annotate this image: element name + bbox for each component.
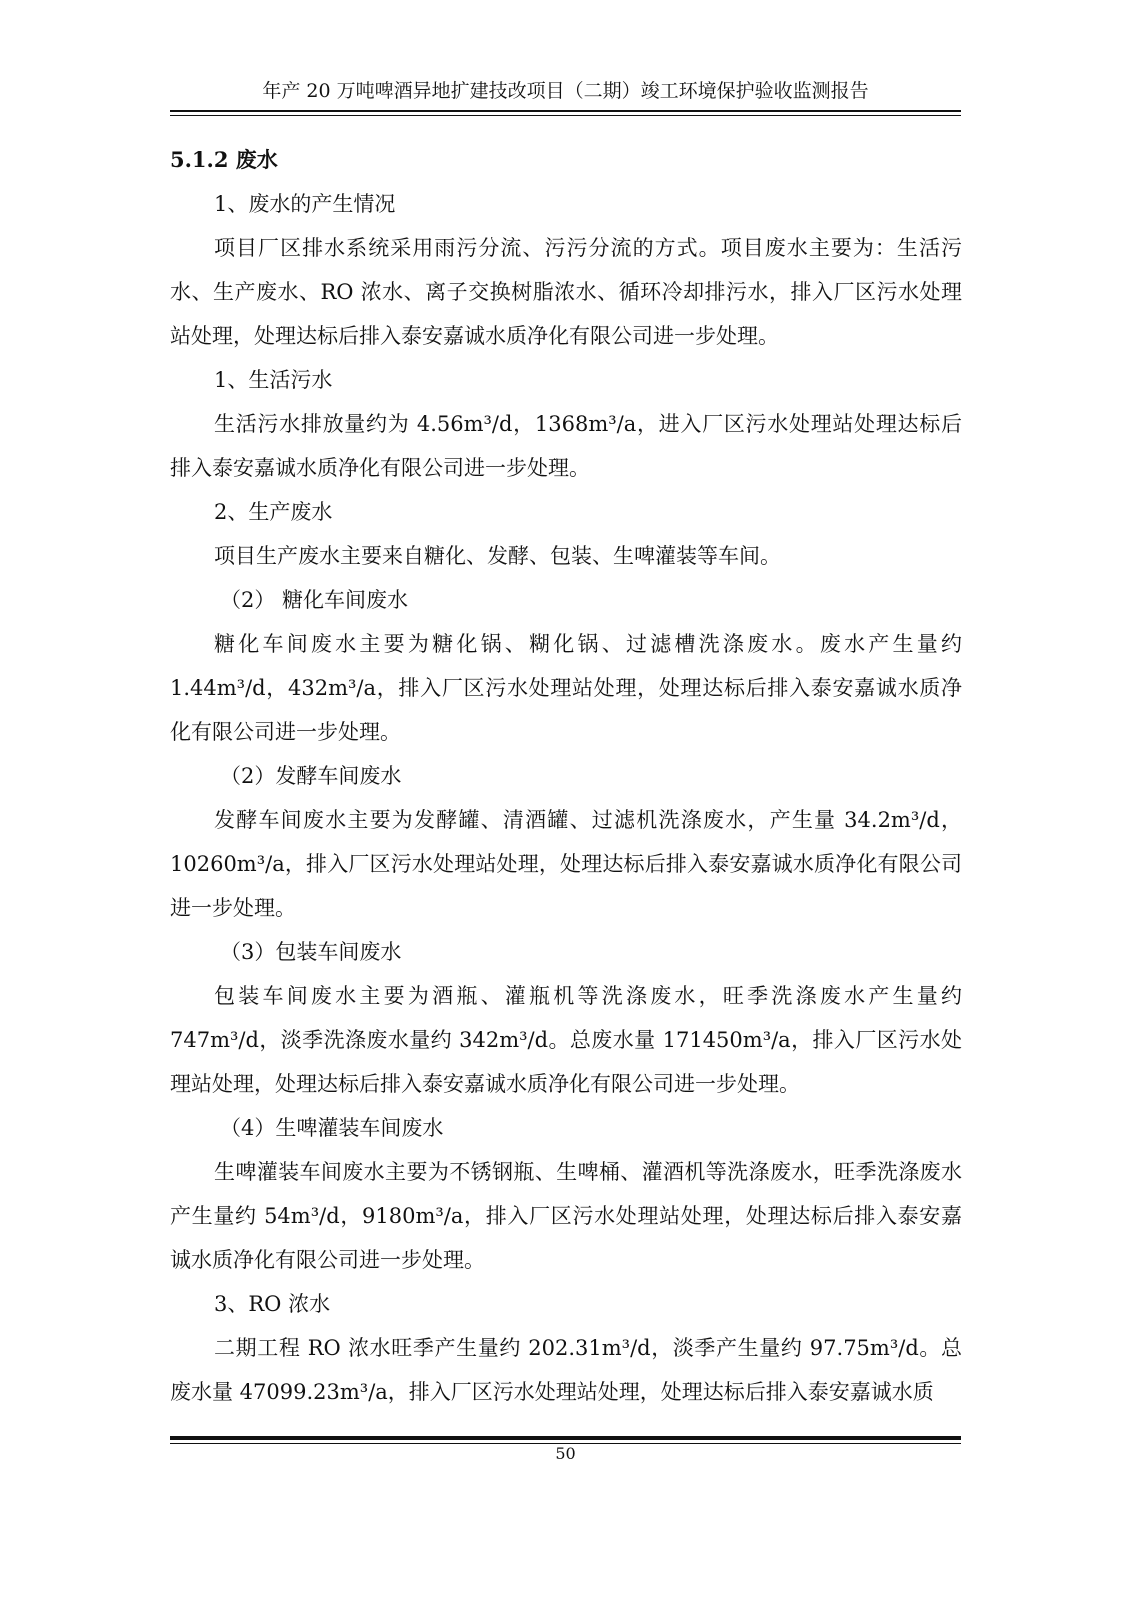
subheading: 2、生产废水 xyxy=(214,500,333,524)
section-heading: 5.1.2 废水 xyxy=(170,147,278,172)
paragraph: 生啤灌装车间废水主要为不锈钢瓶、生啤桶、灌酒机等洗涤废水，旺季洗涤废水产生量约 54m³/d，9180m³/a，排入厂区污水处理站处理，处理达标后排入泰安嘉诚水质净化有限公司进一步处理。 xyxy=(170,1160,962,1272)
page-number: 50 xyxy=(555,1444,576,1463)
footer-rule xyxy=(170,1436,961,1444)
paragraph: 糖化车间废水主要为糖化锅、糊化锅、过滤槽洗涤废水。废水产生量约 1.44m³/d，432m³/a，排入厂区污水处理站处理，处理达标后排入泰安嘉诚水质净化有限公司进一步处理。 xyxy=(170,632,962,744)
paragraph: 项目生产废水主要来自糖化、发酵、包装、生啤灌装等车间。 xyxy=(214,544,781,568)
page-header-title: 年产 20 万吨啤酒异地扩建技改项目（二期）竣工环境保护验收监测报告 xyxy=(262,80,869,102)
paragraph: 包装车间废水主要为酒瓶、灌瓶机等洗涤废水，旺季洗涤废水产生量约 747m³/d，淡季洗涤废水量约 342m³/d。总废水量 171450m³/a，排入厂区污水处理站处理，处理达标后排入泰安嘉诚水质净化有限公司进一步处理。 xyxy=(170,984,962,1096)
paragraph: 发酵车间废水主要为发酵罐、清酒罐、过滤机洗涤废水，产生量 34.2m³/d，10260m³/a，排入厂区污水处理站处理，处理达标后排入泰安嘉诚水质净化有限公司进一步处理。 xyxy=(170,808,962,920)
subheading: 1、废水的产生情况 xyxy=(214,192,396,216)
sub-subheading: （2） 糖化车间废水 xyxy=(220,588,409,612)
subheading: 3、RO 浓水 xyxy=(214,1292,331,1316)
sub-subheading: （2）发酵车间废水 xyxy=(220,764,402,788)
header-rule xyxy=(170,110,961,116)
paragraph: 二期工程 RO 浓水旺季产生量约 202.31m³/d，淡季产生量约 97.75m³/d。总废水量 47099.23m³/a，排入厂区污水处理站处理，处理达标后排入泰安嘉诚水质 xyxy=(170,1336,962,1404)
body-content xyxy=(170,138,962,1414)
sub-subheading: （3）包装车间废水 xyxy=(220,940,402,964)
paragraph: 项目厂区排水系统采用雨污分流、污污分流的方式。项目废水主要为：生活污水、生产废水、RO 浓水、离子交换树脂浓水、循环冷却排污水，排入厂区污水处理站处理，处理达标后排入泰安嘉诚水质净化有限公司进一步处理。 xyxy=(170,236,962,348)
paragraph: 生活污水排放量约为 4.56m³/d，1368m³/a，进入厂区污水处理站处理达标后排入泰安嘉诚水质净化有限公司进一步处理。 xyxy=(170,412,962,480)
subheading: 1、生活污水 xyxy=(214,368,333,392)
sub-subheading: （4）生啤灌装车间废水 xyxy=(220,1116,444,1140)
